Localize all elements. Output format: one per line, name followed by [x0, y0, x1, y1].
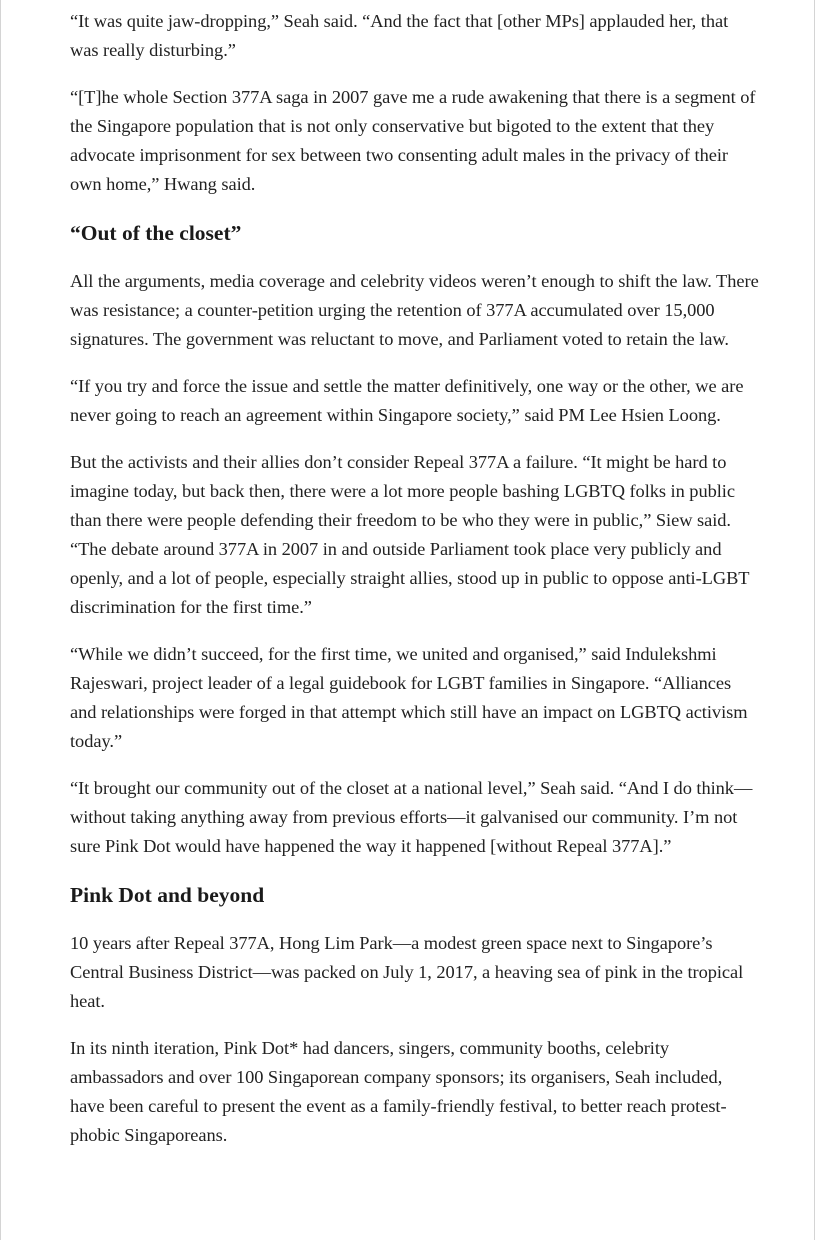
paragraph-community-closet: “It brought our community out of the closet at a national level,” Seah said. “And I do think—without taking anything away from previous efforts—it galvanised our community. I’m not sure Pink Dot would have happened the way it happened [without Repeal 377A].”: [70, 778, 753, 856]
article-body: [70, 7, 760, 1168]
paragraph-rajeswari-quote: “While we didn’t succeed, for the first time, we united and organised,” said Indulekshmi Rajeswari, project leader of a legal guidebook for LGBT families in Singapore. “Alliances and relationships were forged in that attempt which still have an impact on LGBTQ activism today.”: [70, 644, 748, 751]
paragraph-activists-allies: But the activists and their allies don’t consider Repeal 377A a failure. “It might be hard to imagine today, but back then, there were a lot more people bashing LGBTQ folks in public than there were people defending their freedom to be who they were in public,” Siew said. “The debate around 377A in 2007 in and outside Parliament took place very publicly and openly, and a lot of people, especially straight allies, stood up in public to oppose anti-LGBT discrimination for the first time.”: [70, 452, 750, 617]
paragraph-seah-quote: “It was quite jaw-dropping,” Seah said. “And the fact that [other MPs] applauded her, that was really disturbing.”: [70, 11, 729, 60]
paragraph-hwang-quote: “[T]he whole Section 377A saga in 2007 gave me a rude awakening that there is a segment of the Singapore population that is not only conservative but bigoted to the extent that they advocate imprisonment for sex between two consenting adult males in the privacy of their own home,” Hwang said.: [70, 87, 756, 194]
paragraph-law-retained: All the arguments, media coverage and celebrity videos weren’t enough to shift the law. There was resistance; a counter-petition urging the retention of 377A accumulated over 15,000 signatures. The government was reluctant to move, and Parliament voted to retain the law.: [70, 271, 759, 349]
section-heading-out-of-the-closet: “Out of the closet”: [70, 221, 242, 245]
paragraph-pink-dot-ninth: In its ninth iteration, Pink Dot* had dancers, singers, community booths, celebrity ambassadors and over 100 Singaporean company sponsors; its organisers, Seah included, have been careful to present the event as a family-friendly festival, to better reach protest-phobic Singaporeans.: [70, 1038, 727, 1145]
section-heading-pink-dot: Pink Dot and beyond: [70, 883, 265, 907]
paragraph-hong-lim-park: 10 years after Repeal 377A, Hong Lim Park—a modest green space next to Singapore’s Central Business District—was packed on July 1, 2017, a heaving sea of pink in the tropical heat.: [70, 933, 744, 1011]
page-left-border: [0, 0, 1, 1240]
paragraph-pm-lee-quote: “If you try and force the issue and settle the matter definitively, one way or the other, we are never going to reach an agreement within Singapore society,” said PM Lee Hsien Loong.: [70, 376, 744, 425]
